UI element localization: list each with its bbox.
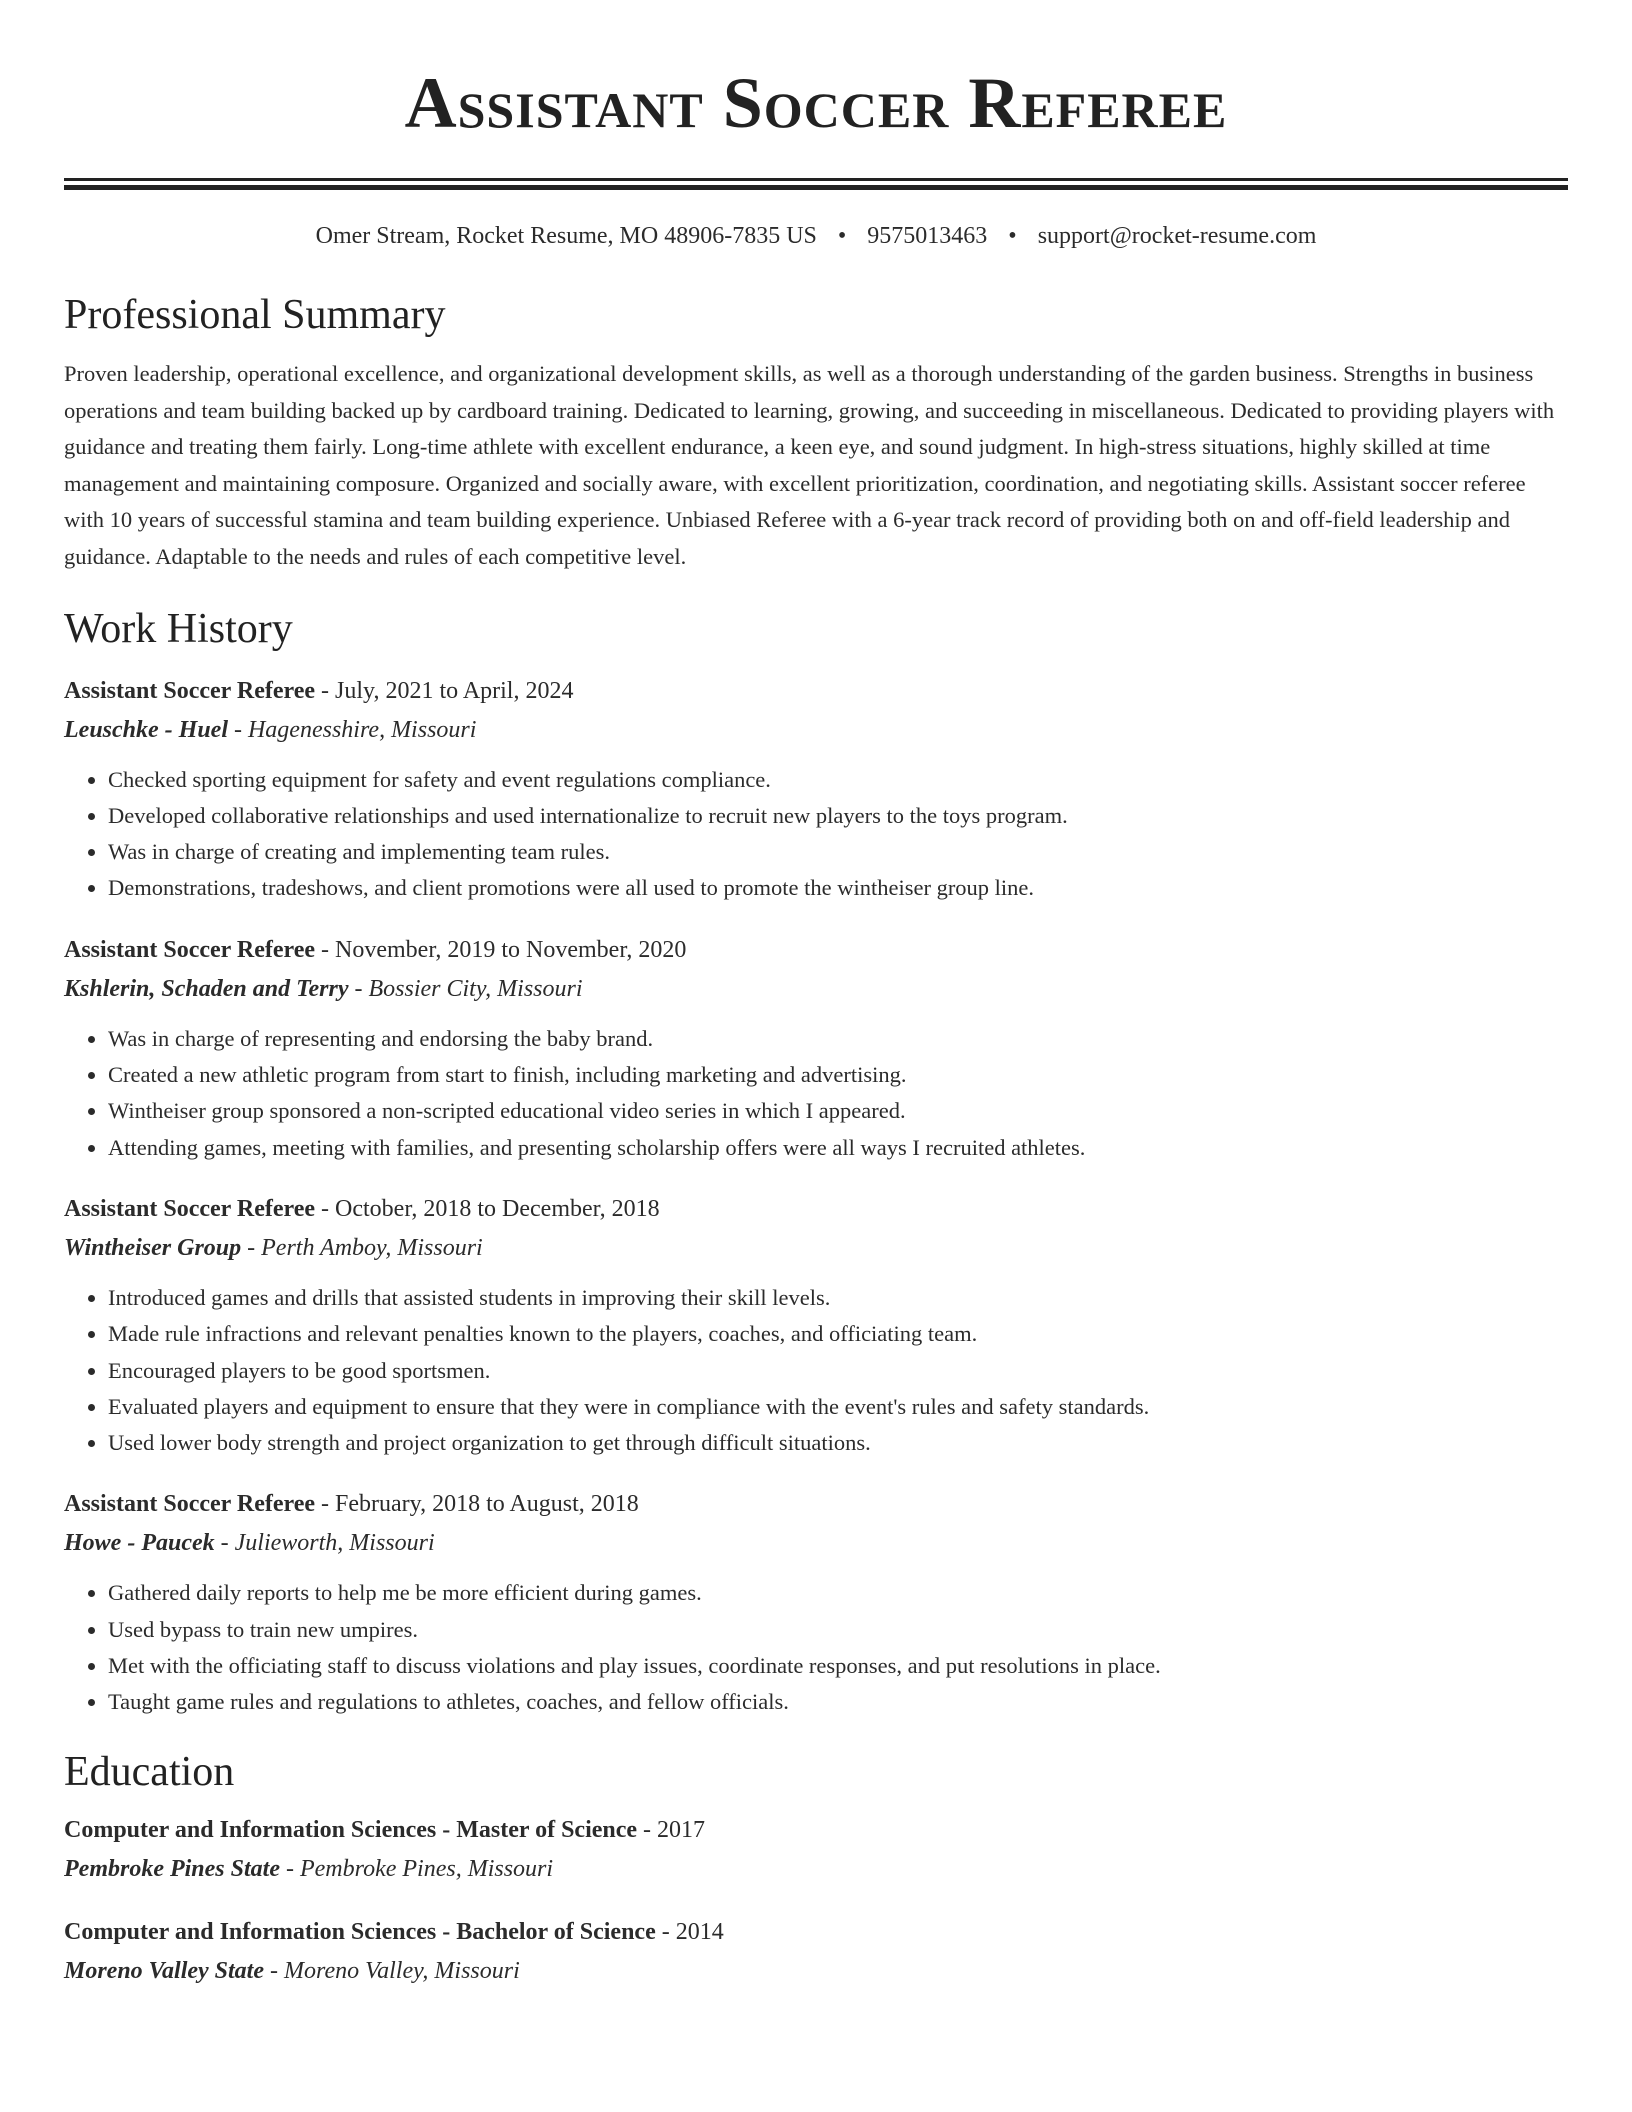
- degree-name: Computer and Information Sciences - Bachelor of Science: [64, 1918, 656, 1945]
- company-line: [64, 1523, 1568, 1563]
- education-heading: Education: [64, 1748, 235, 1795]
- job-bullet: • Gathered daily reports to help me be more efficient during games.: [108, 1575, 1568, 1611]
- job-entry: [64, 672, 1568, 907]
- job-entry: [64, 1485, 1568, 1720]
- job-bullet: • Introduced games and drills that assisted students in improving their skill levels.: [108, 1280, 1568, 1316]
- job-bullet: • Created a new athletic program from start to finish, including marketing and advertising.: [108, 1057, 1568, 1093]
- job-title: Assistant Soccer Referee: [64, 1195, 316, 1222]
- company-location: - Bossier City, Missouri: [354, 975, 583, 1002]
- job-entry: [64, 1190, 1568, 1461]
- company-line: [64, 710, 1568, 750]
- degree-name: Computer and Information Sciences - Master of Science: [64, 1816, 638, 1843]
- job-title-line: [64, 672, 1568, 710]
- company-location: - Perth Amboy, Missouri: [247, 1234, 483, 1261]
- school-name: Moreno Valley State: [64, 1957, 265, 1984]
- job-dates: - July, 2021 to April, 2024: [321, 677, 574, 704]
- degree-line: [64, 1913, 1568, 1951]
- school-location: - Pembroke Pines, Missouri: [285, 1855, 554, 1882]
- summary-heading: Professional Summary: [64, 292, 446, 338]
- job-title-line: [64, 1190, 1568, 1228]
- job-entry: [64, 931, 1568, 1166]
- job-bullet: • Taught game rules and regulations to athletes, coaches, and fellow officials.: [108, 1684, 1568, 1720]
- company-location: - Julieworth, Missouri: [220, 1530, 435, 1557]
- school-line: [64, 1849, 1568, 1889]
- resume-title: Assistant Soccer Referee: [404, 63, 1228, 143]
- job-title-line: [64, 1485, 1568, 1523]
- job-bullet: • Made rule infractions and relevant penalties known to the players, coaches, and officiating team.: [108, 1316, 1568, 1352]
- job-bullets: [64, 1575, 1568, 1720]
- degree-year: - 2014: [661, 1918, 724, 1945]
- job-bullet: • Wintheiser group sponsored a non-scripted educational video series in which I appeared.: [108, 1093, 1568, 1129]
- contact-phone: 9575013463: [867, 223, 988, 249]
- company-line: [64, 1228, 1568, 1268]
- title-divider: [64, 178, 1568, 190]
- job-bullet: • Attending games, meeting with families, and presenting scholarship offers were all ways I recruited athletes.: [108, 1130, 1568, 1166]
- job-bullet: • Was in charge of representing and endorsing the baby brand.: [108, 1021, 1568, 1057]
- job-bullet: • Evaluated players and equipment to ensure that they were in compliance with the event's rules and safety standards.: [108, 1389, 1568, 1425]
- school-name: Pembroke Pines State: [64, 1855, 280, 1882]
- summary-text: Proven leadership, operational excellence, and organizational development skills, as well as a thorough understanding of the garden business. Strengths in business operations and team building backed up by cardboard training. Dedicated to learning, growing, and succeeding in miscellaneous. Dedicated to providing players with guidance and treating them fairly. Long-time athlete with excellent endurance, a keen eye, and sound judgment. In high-stress situations, highly skilled at time management and maintaining composure. Organized and socially aware, with excellent prioritization, coordination, and negotiating skills. Assistant soccer referee with 10 years of successful stamina and team building experience. Unbiased Referee with a 6-year track record of providing both on and off-field leadership and guidance. Adaptable to the needs and rules of each competitive level.: [64, 361, 1555, 569]
- job-bullet: • Used lower body strength and project organization to get through difficult situations.: [108, 1425, 1568, 1461]
- company-location: - Hagenesshire, Missouri: [233, 716, 477, 743]
- job-bullets: [64, 1021, 1568, 1166]
- job-title: Assistant Soccer Referee: [64, 936, 316, 963]
- job-bullet: • Used bypass to train new umpires.: [108, 1612, 1568, 1648]
- job-bullet: • Developed collaborative relationships and used internationalize to recruit new players to the toys program.: [108, 798, 1568, 834]
- job-dates: - October, 2018 to December, 2018: [321, 1195, 660, 1222]
- job-title: Assistant Soccer Referee: [64, 677, 316, 704]
- job-bullet: • Was in charge of creating and implementing team rules.: [108, 834, 1568, 870]
- job-bullet: • Checked sporting equipment for safety and event regulations compliance.: [108, 762, 1568, 798]
- job-dates: - February, 2018 to August, 2018: [321, 1491, 639, 1518]
- company-name: Kshlerin, Schaden and Terry: [64, 975, 349, 1002]
- contact-line: [64, 221, 1568, 251]
- job-bullets: [64, 1280, 1568, 1461]
- education-entry: [64, 1811, 1568, 1889]
- job-bullets: [64, 762, 1568, 907]
- company-name: Leuschke - Huel: [64, 716, 228, 743]
- contact-separator: •: [837, 223, 847, 249]
- job-bullet: • Encouraged players to be good sportsmen.: [108, 1353, 1568, 1389]
- job-bullet: • Demonstrations, tradeshows, and client promotions were all used to promote the wintheiser group line.: [108, 870, 1568, 906]
- school-line: [64, 1951, 1568, 1991]
- company-name: Howe - Paucek: [64, 1530, 215, 1557]
- job-dates: - November, 2019 to November, 2020: [321, 936, 687, 963]
- contact-separator: •: [1008, 223, 1017, 249]
- contact-address: Omer Stream, Rocket Resume, MO 48906-7835 US: [315, 223, 817, 249]
- school-location: - Moreno Valley, Missouri: [270, 1957, 520, 1984]
- company-name: Wintheiser Group: [64, 1234, 242, 1261]
- job-title: Assistant Soccer Referee: [64, 1491, 316, 1518]
- degree-line: [64, 1811, 1568, 1849]
- degree-year: - 2017: [643, 1816, 706, 1843]
- work-history-heading: Work History: [64, 605, 293, 652]
- contact-email: support@rocket-resume.com: [1037, 223, 1317, 249]
- education-entry: [64, 1913, 1568, 1991]
- company-line: [64, 969, 1568, 1009]
- job-bullet: • Met with the officiating staff to discuss violations and play issues, coordinate responses, and put resolutions in place.: [108, 1648, 1568, 1684]
- job-title-line: [64, 931, 1568, 969]
